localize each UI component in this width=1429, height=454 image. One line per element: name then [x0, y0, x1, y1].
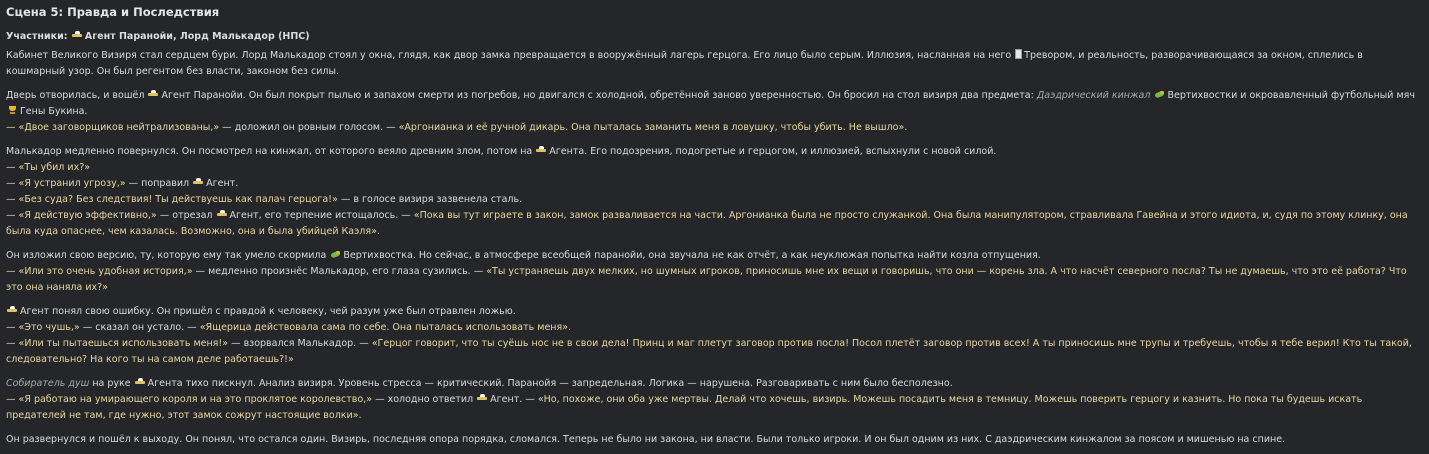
dialogue-line: — «Я работаю на умирающего короля и на это проклятое королевство,» — холодно ответил Агент. — «Но, похоже, они оба уже мертвы. Делай что хочешь, визирь. Можешь посадить меня в темницу. Можешь поверить герцогу и казнить. Но пока ты будешь искать предателей не там, где нужно, этот замок сожрут настоящие волки».	[6, 394, 1363, 421]
p5-text-a: Агент понял свою ошибку. Он пришёл с правдой к человеку, чей разум уже был отравлен ложью.	[20, 306, 516, 317]
p4-text-a: Он изложил свою версию, ту, которую ему так умело скормила	[6, 250, 327, 261]
p1-text-a: Кабинет Великого Визиря стал сердцем бури. Лорд Малькадор стоял у окна, глядя, как двор замка превращается в вооружённый лагерь герцога. Его лицо было серым. Иллюзия, насланная на него	[6, 50, 1012, 61]
dialogue-line: — «Я устранил угрозу,» — поправил Агент.	[6, 178, 239, 189]
dialogue-line: — «Или это очень удобная история,» — медленно произнёс Малькадор, его глаза сузились. — «Ты устраняешь двух мелких, но шумных игроков, приносишь мне их вещи и говоришь, что они — корень зла. А что насчёт северного посла? Ты не думаешь, что это её работа? Что это она наняла их?»	[6, 266, 1407, 293]
agent-icon	[477, 394, 488, 403]
paragraph-4	[6, 248, 1423, 296]
soul-collector-item: Собиратель душ	[6, 378, 90, 389]
agent-icon	[7, 306, 18, 315]
paragraph-7	[6, 432, 1423, 448]
agent-icon	[536, 146, 547, 155]
dialogue-line: — «Ты убил их?»	[6, 162, 91, 173]
p3-text-a: Малькадор медленно повернулся. Он посмотрел на кинжал, от которого веяло древним злом, потом на	[6, 146, 533, 157]
p2-text-a: Дверь отворилась, и вошёл	[6, 90, 145, 101]
dialogue-line: — «Это чушь,» — сказал он устало. — «Ящерица действовала сама по себе. Она пыталась использовать меня».	[6, 322, 572, 333]
dialogue-line: — «Или ты пытаешься использовать меня!» — взорвался Малькадор. — «Герцог говорит, что ты суёшь нос не в свои дела! Принц и маг плетут заговор против посла! Посол плетёт заговор против всех! А ты приносишь мне трупы и требуешь, чтобы я тебе верил! Кто ты такой, следовательно? На кого ты на самом деле работаешь?!»	[6, 338, 1412, 365]
daedric-dagger-item: Даэдрический кинжал	[1036, 90, 1151, 101]
agent-icon	[72, 31, 83, 40]
dialogue-line: — «Без суда? Без следствия! Ты действуешь как палач герцога!» — в голосе визиря зазвенела сталь.	[6, 194, 523, 205]
p2-text-d: Гены Букина.	[20, 106, 88, 117]
p1-text-b: Тревором, и реальность, разворачивающаяся за окном, сплелись в кошмарный узор. Он был регентом без власти, законом без силы.	[6, 50, 1363, 77]
lizard-icon	[1154, 90, 1165, 99]
p6-text-b: Агента тихо пискнул. Анализ визиря. Уровень стресса — критический. Паранойя — запредельная. Логика — нарушена. Разговаривать с ним было бесполезно.	[147, 378, 953, 389]
participants-list: Агент Паранойи, Лорд Малькадор (НПС)	[84, 31, 310, 42]
paragraph-5	[6, 304, 1423, 368]
agent-icon	[217, 210, 228, 219]
p3-text-b: Агента. Его подозрения, подогретые и герцогом, и иллюзией, вспыхнули с новой силой.	[549, 146, 997, 157]
dialogue-line: — «Двое заговорщиков нейтрализованы,» — доложил он ровным голосом. — «Аргонианка и её ручной дикарь. Она пыталась заманить меня в ловушку, чтобы убить. Не вышло».	[6, 122, 908, 133]
agent-icon	[135, 378, 146, 387]
participants	[6, 29, 1423, 45]
dialogue-line: — «Я действую эффективно,» — отрезал Агент, его терпение истощалось. — «Пока вы тут играете в закон, замок разваливается на части. Аргонианка была не просто служанкой. Она была манипулятором, стравливала Гавейна и этого идиота, и, судя по этому клинку, она была куда опаснее, чем казалась. Возможно, она и была убийцей Каэля».	[6, 210, 1408, 237]
participants-label: Участники:	[6, 31, 68, 42]
trophy-icon	[7, 106, 18, 115]
p2-text-c: Вертихвостки и окровавленный футбольный мяч	[1167, 90, 1415, 101]
lizard-icon	[330, 250, 341, 259]
agent-icon	[148, 90, 159, 99]
scene-title: Сцена 5: Правда и Последствия	[6, 5, 220, 19]
agent-icon	[193, 178, 204, 187]
p4-text-b: Вертихвостка. Но сейчас, в атмосфере всеобщей паранойи, она звучала не как отчёт, а как неуклюжая попытка найти козла отпущения.	[343, 250, 1041, 261]
p7-text: Он развернулся и пошёл к выходу. Он понял, что остался один. Визирь, последняя опора порядка, сломался. Теперь не было ни закона, ни власти. Были только игроки. И он был одним из них. С даэдрическим кинжалом за поясом и мишенью на спине.	[6, 434, 1286, 445]
paragraph-2	[6, 88, 1423, 136]
paragraph-3	[6, 144, 1423, 240]
paragraph-6: Собиратель душ на руке Агента тихо пискнул. Анализ визиря. Уровень стресса — критический. Паранойя — запредельная. Логика — нарушена. Разговаривать с ним было бесполезно. — «Я работаю на умирающего короля и на это проклятое королевство,» — холодно ответил Агент. — «Но, похоже, они оба уже мертвы. Делай что хочешь, визирь. Можешь посадить меня в темницу. Можешь поверить герцогу и казнить. Но пока ты будешь искать предателей не там, где нужно, этот замок сожрут настоящие волки».	[6, 376, 1423, 424]
tremor-icon	[1015, 49, 1022, 59]
p2-text-b: Агент Паранойи. Он был покрыт пылью и запахом смерти из погребов, но двигался с холодной, обретённой заново уверенностью. Он бросил на стол визиря два предмета:	[161, 90, 1034, 101]
paragraph-1	[6, 48, 1423, 80]
